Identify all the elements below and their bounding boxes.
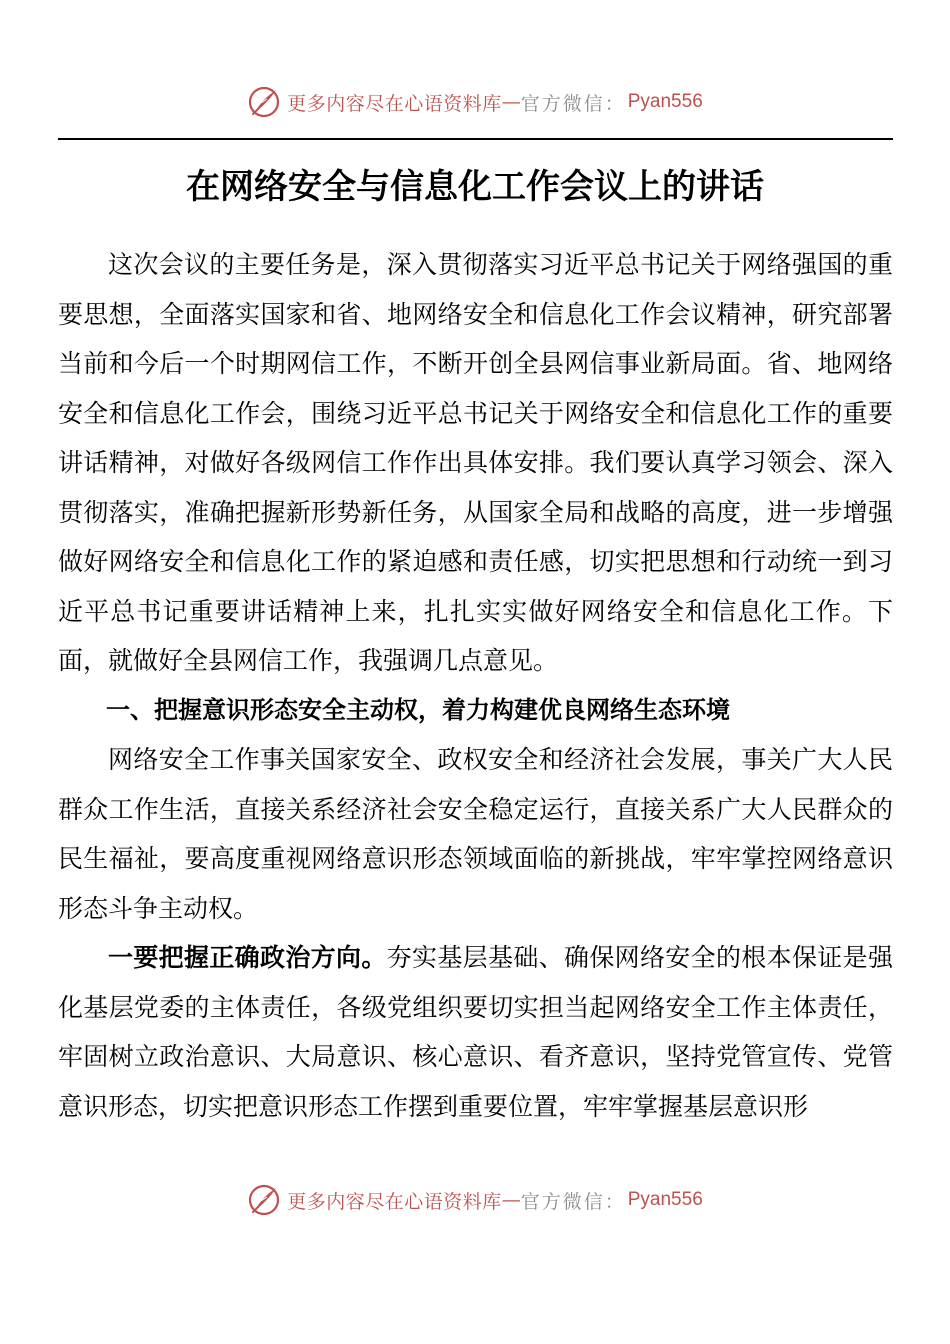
header-banner [0,82,950,122]
banner-official-label: 官方微信： [520,92,626,115]
banner-dash: — [501,91,521,113]
section-paragraph: 网络安全工作事关国家安全、政权安全和经济社会发展，事关广大人民群众工作生活，直接关系经济社会安全稳定运行，直接关系广大人民群众的民生福祉，要高度重视网络意识形态领域面临的新挑战，牢牢掌控网络意识形态斗争主动权。 [58,745,893,923]
point-lead: 一要把握正确政治方向。 [108,943,387,972]
banner-wechat-id: Pyan556 [627,91,703,112]
section-heading: 一、把握意识形态安全主动权，着力构建优良网络生态环境 [106,695,730,724]
point-paragraph [58,933,893,1131]
banner-site-text: 更多内容尽在心语资料库 [287,1190,502,1213]
footer-banner [0,1180,950,1220]
point-text: 夯实基层基础、确保网络安全的根本保证是强化基层党委的主体责任，各级党组织要切实担当起网络安全工作主体责任，牢固树立政治意识、大局意识、核心意识、看齐意识，坚持党管宣传、党管意识形态，切实把意识形态工作摆到重要位置，牢牢掌握基层意识形 [58,943,893,1121]
document-title: 在网络安全与信息化工作会议上的讲话 [186,167,764,207]
quill-logo-icon [247,85,281,119]
banner-official-label: 官方微信： [520,1190,626,1213]
banner-dash: — [501,1189,521,1211]
header-divider [58,138,893,140]
intro-paragraph: 这次会议的主要任务是，深入贯彻落实习近平总书记关于网络强国的重要思想，全面落实国家和省、地网络安全和信息化工作会议精神，研究部署当前和今后一个时期网信工作，不断开创全县网信事业新局面。省、地网络安全和信息化工作会，围绕习近平总书记关于网络安全和信息化工作的重要讲话精神，对做好各级网信工作作出具体安排。我们要认真学习领会、深入贯彻落实，准确把握新形势新任务，从国家全局和战略的高度，进一步增强做好网络安全和信息化工作的紧迫感和责任感，切实把思想和行动统一到习近平总书记重要讲话精神上来，扎扎实实做好网络安全和信息化工作。下面，就做好全县网信工作，我强调几点意见。 [58,250,893,675]
quill-logo-icon [247,1183,281,1217]
banner-site-text: 更多内容尽在心语资料库 [287,92,502,115]
document-body [58,240,893,1131]
banner-wechat-id: Pyan556 [627,1189,703,1210]
